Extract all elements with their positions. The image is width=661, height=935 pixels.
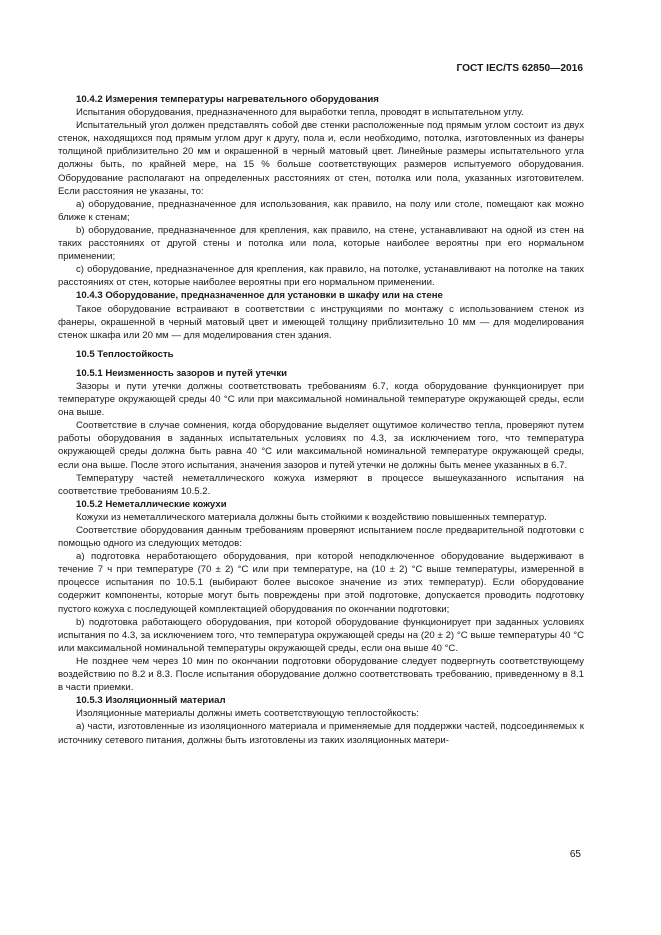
document-header: ГОСТ IEC/TS 62850—2016 [456,63,583,74]
section-heading: 10.4.3 Оборудование, предназначенное для установки в шкафу или на стене [76,290,443,302]
body-paragraph: b) оборудование, предназначенное для крепления, как правило, на стене, устанавливают на одной из стен на таких расстояниях от другой стены и потолка или пола, которые наиболее вероятны при его нормальном применении; [58,224,584,263]
body-paragraph: Кожухи из неметаллического материала должны быть стойкими к воздействию повышенных температур. [76,511,547,523]
body-paragraph: Испытательный угол должен представлять собой две стенки расположенные под прямым углом состоит из двух стенок, находящихся под прямым углом друг к другу, пола и, если необходимо, потолка, изготовленных из фанеры толщиной приблизительно 20 мм и окрашенной в черный матовый цвет. Линейные размеры испытательного угла должны быть, по крайней мере, на 15 % больше соответствующих размеров испытуемого оборудования. Оборудование располагают на определенных расстояниях от стен, потолка или пола, указанных изготовителем. Если расстояния не указаны, то: [58,120,584,197]
body-paragraph: Температуру частей неметаллического кожуха измеряют в процессе вышеуказанного испытания на соответствие требованиям 10.5.2. [58,472,584,497]
body-paragraph: b) подготовка работающего оборудования, при которой оборудование функционирует при заданных условиях испытания по 4.3, за исключением того, что температура окружающей среды на (20 ± 2) °С выше температуры 40 °С или максимальной номинальной температуры окружающей среды, если она выше 40 °С. [58,616,584,654]
body-paragraph: a) оборудование, предназначенное для использования, как правило, на полу или столе, помещают как можно ближе к стенам; [58,198,584,223]
section-heading: 10.5 Теплостойкость [76,348,174,360]
document-body [58,93,584,747]
body-paragraph: Соответствие оборудования данным требованиям проверяют испытанием после предварительной подготовки с помощью одного из следующих методов: [58,525,584,550]
section-heading: 10.4.2 Измерения температуры нагревательного оборудования [76,94,379,105]
body-paragraph: Испытания оборудования, предназначенного для выработки тепла, проводят в испытательном углу. [76,107,524,119]
body-paragraph: Изоляционные материалы должны иметь соответствующую теплостойкость: [76,708,419,720]
body-paragraph: Зазоры и пути утечки должны соответствовать требованиям 6.7, когда оборудование функционирует при температуре окружающей среды 40 °С или при максимальной номинальной температуре окружающей среды, если она выше. [58,380,584,419]
body-paragraph: Не позднее чем через 10 мин по окончании подготовки оборудование следует подвергнуть соответствующему воздействию по 8.2 и 8.3. После испытания оборудование должно соответствовать требованию, приведенному в 8.1 в части приемки. [58,655,584,694]
body-paragraph: a) подготовка неработающего оборудования, при которой неподключенное оборудование выдерживают в течение 7 ч при температуре (70 ± 2) °С или при температуре, на (10 ± 2) °С выше температуры, измеренной в процессе испытания по 10.5.1 (выбирают более высокое значение из этих температур). Если оборудование содержит компоненты, которые могут быть повреждены при этой подготовке, допускается проводить подготовку пустого кожуха с последующей комплектацией оборудования по окончании подготовки; [58,551,584,615]
body-paragraph: c) оборудование, предназначенное для крепления, как правило, на потолке, устанавливают на потолке на таких расстояниях от стен, которые наиболее вероятны при его нормальном применении. [58,264,584,289]
section-heading: 10.5.1 Неизменность зазоров и путей утечки [76,367,288,379]
body-paragraph: Такое оборудование встраивают в соответствии с инструкциями по монтажу с использованием стенок из фанеры, окрашенной в черный матовый цвет и имеющей толщину приблизительно 10 мм — для моделирования стенок шкафа или 20 мм — для моделирования стен здания. [58,303,584,341]
body-paragraph: a) части, изготовленные из изоляционного материала и применяемые для поддержки частей, подсоединяемых к источнику сетевого питания, должны быть изготовлены из таких изоляционных матери- [58,721,584,746]
body-paragraph: Соответствие в случае сомнения, когда оборудование выделяет ощутимое количество тепла, проверяют путем работы оборудования в заданных испытательных условиях по 4.3, за исключением того, что температура окружающей среды должна быть равна 40 °С или максимальной номинальной температуре окружающей среды, если она выше. После этого испытания, значения зазоров и путей утечки не должны быть менее указанных в 6.7. [58,420,584,471]
page-number: 65 [569,849,581,860]
section-heading: 10.5.2 Неметаллические кожухи [76,498,227,510]
section-heading: 10.5.3 Изоляционный материал [76,695,226,707]
